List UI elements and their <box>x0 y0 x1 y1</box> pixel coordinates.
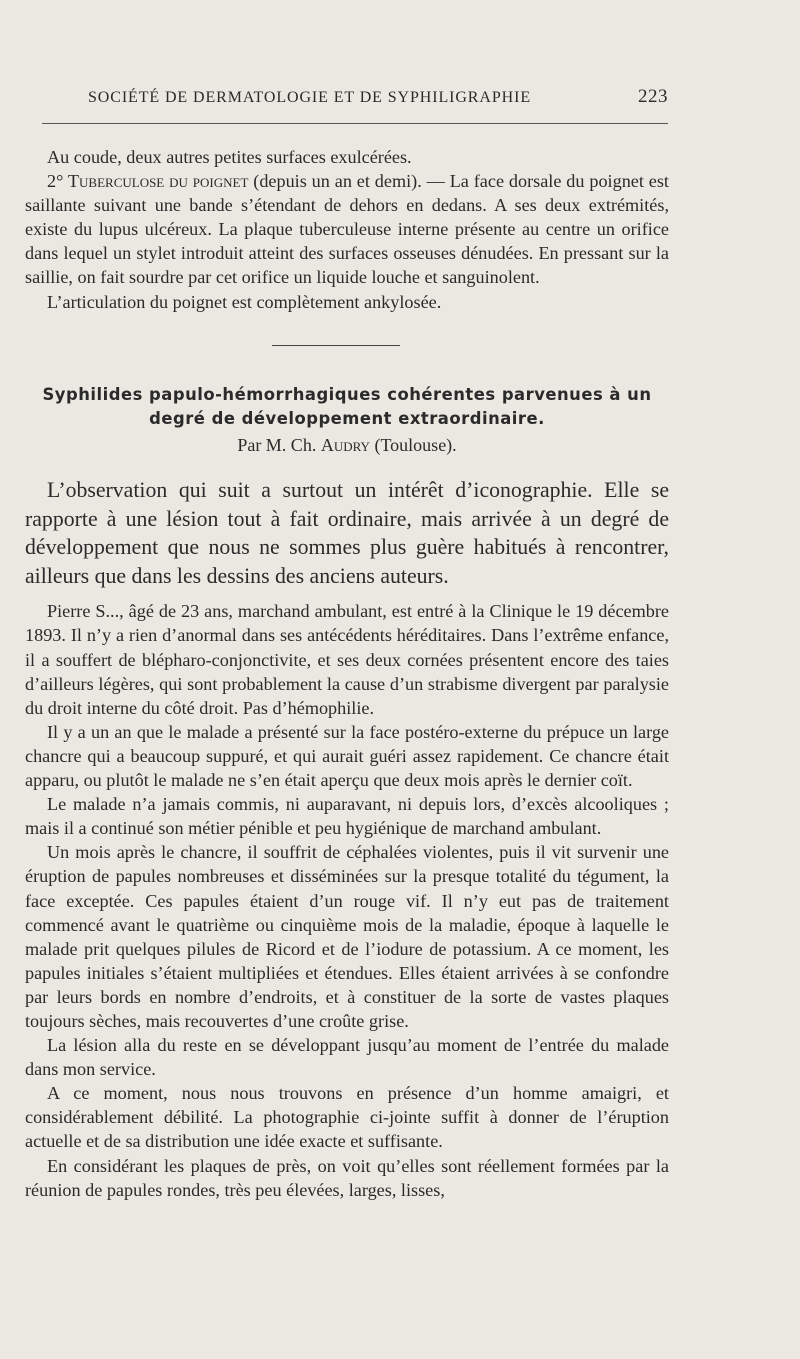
paragraph: Le malade n’a jamais commis, ni auparavant, ni depuis lors, d’excès alcooliques ; mais il a continué son métier pénible et peu hygiénique de marchand ambulant. <box>25 794 669 839</box>
paragraph: A ce moment, nous nous trouvons en présence d’un homme amaigri, et considérablement débilité. La photographie ci-jointe suffit à donner de l’éruption actuelle et de sa distribution une idée exacte et suffisante. <box>25 1083 669 1152</box>
running-title: SOCIÉTÉ DE DERMATOLOGIE ET DE SYPHILIGRAPHIE <box>88 89 531 106</box>
paragraph: Pierre S..., âgé de 23 ans, marchand ambulant, est entré à la Clinique le 19 décembre 1893. Il n’y a rien d’anormal dans ses antécédents héréditaires. Dans l’extrême enfance, il a souffert de blépharo-conjonctivite, et ses deux cornées présentent encore des taies d’ailleurs légères, qui sont probablement la cause d’un strabisme divergent par paralysie du droit interne du côté droit. Pas d’hémophilie. <box>25 601 669 718</box>
header-rule <box>42 123 668 124</box>
running-header <box>88 86 668 108</box>
paragraph: Un mois après le chancre, il souffrit de céphalées violentes, puis il vit survenir une éruption de papules nombreuses et disséminées sur la presque totalité du tégument, la face exceptée. Ces papules étaient d’un rouge vif. Il n’y eut pas de traitement commencé avant le quatrième ou cinquième mois de la maladie, époque à laquelle le malade prit quelques pilules de Ricord et de l’iodure de potassium. A ce moment, les papules initiales s’étaient multipliées et étendues. Elles étaient arrivées à se confondre par leurs bords en nombre d’endroits, et à constituer de la sorte de vastes plaques toujours sèches, mais recouvertes d’une croûte grise. <box>25 842 669 1031</box>
previous-section-text <box>25 145 669 314</box>
paragraph: La lésion alla du reste en se développant jusqu’au moment de l’entrée du malade dans mon service. <box>25 1035 669 1080</box>
paragraph: En considérant les plaques de près, on voit qu’elles sont réellement formées par la réunion de papules rondes, très peu élevées, larges, lisses, <box>25 1155 669 1200</box>
article-title: Syphilides papulo-hémorrhagiques cohérentes parvenues à un degré de développement extraordinaire. <box>42 385 652 428</box>
paragraph: 2° Tuberculose du poignet (depuis un an et demi). — La face dorsale du poignet est saillante suivant une bande s’étendant de dehors en dedans. A ses deux extrémités, existe du lupus ulcéreux. La plaque tuberculeuse interne présente au centre un orifice dans lequel un stylet introduit atteint des surfaces osseuses dénudées. En pressant sur la saillie, on fait sourdre par cet orifice un liquide louche et sanguinolent. <box>25 171 669 288</box>
section-divider <box>272 345 400 346</box>
article-body <box>25 476 669 1202</box>
case-label: 2° Tuberculose du poignet <box>47 171 249 192</box>
author-name: Audry <box>320 435 370 455</box>
paragraph: L’articulation du poignet est complètement ankylosée. <box>47 291 442 312</box>
paragraph: Au coude, deux autres petites surfaces exulcérées. <box>47 147 412 167</box>
lead-paragraph: L’observation qui suit a surtout un intérêt d’iconographie. Elle se rapporte à une lésion tout à fait ordinaire, mais arrivée à un degré de développement que nous ne sommes plus guère habitués à rencontrer, ailleurs que dans les dessins des anciens auteurs. <box>25 478 669 588</box>
paragraph: Il y a un an que le malade a présenté sur la face postéro-externe du prépuce un large chancre qui a beaucoup suppuré, et qui aurait guéri assez rapidement. Ce chancre était apparu, ou plutôt le malade ne s’en était aperçu que deux mois après le dernier coït. <box>25 721 669 791</box>
article-byline: Par M. Ch. Audry (Toulouse). <box>237 435 457 455</box>
page-number: 223 <box>638 86 668 107</box>
